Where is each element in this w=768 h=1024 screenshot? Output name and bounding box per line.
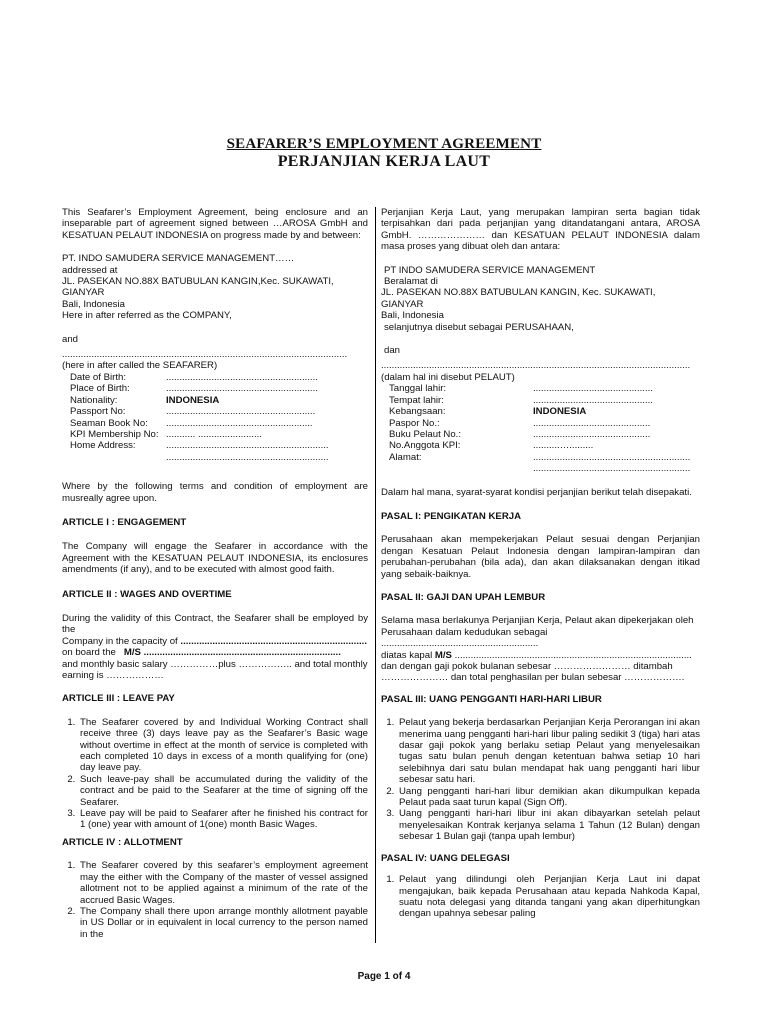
field-value: ........... ........................ bbox=[166, 428, 262, 440]
vessel-dotline: .......................................................................... bbox=[143, 647, 341, 659]
list-item: 2. The Company shall there upon arrange monthly allotment payable in US Dollar or in equivalent in local currency to the person named in the bbox=[78, 906, 368, 940]
onboard-label: diatas kapal bbox=[381, 649, 433, 661]
vessel-prefix: M/S bbox=[123, 647, 141, 659]
list-item: 1. The Seafarer covered by this seafarer’s employment agreement may the either with the Company of the master of vessel assigned allotment not to be applied against a minimum of the rate of the accrued Basic Wages. bbox=[78, 860, 368, 906]
capacity-label: Company in the capacity of bbox=[62, 635, 178, 647]
article-2-line5: ………………… dan total penghasilan per bulan sebesar ………………. bbox=[381, 672, 685, 684]
article-3-heading: ARTICLE III : LEAVE PAY bbox=[62, 693, 175, 705]
field-row bbox=[389, 418, 700, 429]
vessel-prefix: M/S bbox=[434, 649, 452, 661]
article-4-heading: PASAL IV: UANG DELEGASI bbox=[381, 852, 510, 864]
article-2-line3 bbox=[381, 650, 700, 661]
article-2-line4: and monthly basic salary ……………plus …………….. and total monthly bbox=[62, 658, 368, 670]
field-value: ........................................................... bbox=[533, 451, 691, 463]
company-address-line1: JL. PASEKAN NO.88X BATUBULAN KANGIN,Kec. SUKAWATI, GIANYAR bbox=[62, 276, 334, 299]
field-row bbox=[70, 452, 368, 463]
field-row bbox=[70, 429, 368, 440]
article-2-line1: Selama masa berlakunya Perjanjian Kerja, Pelaut akan dipekerjakan oleh bbox=[381, 615, 694, 627]
field-label: Date of Birth: bbox=[70, 371, 126, 383]
list-item: 2. Uang pengganti hari-hari libur demikian akan dikumpulkan kepada Pelaut pada saat turun kapal (Sign Off). bbox=[397, 786, 700, 809]
company-name: PT INDO SAMUDERA SERVICE MANAGEMENT bbox=[384, 264, 596, 276]
document-title-english: SEAFARER’S EMPLOYMENT AGREEMENT bbox=[226, 136, 542, 152]
intro-paragraph: Perjanjian Kerja Laut, yang merupakan lampiran serta bagian tidak terpisahkan dari pada perjanjian yang ditandatangani antara, AROSA GmbH. ………………… dan KESATUAN PELAUT INDONESIA dalam masa proses yang dibuat oleh dan antara: bbox=[381, 207, 700, 253]
list-item: 1. Pelaut yang dilindungi oleh Perjanjian Kerja Laut ini dapat mengajukan, baik kepada Perusahaan atau kepada Nahkoda Kapal, suatu nota delegasi yang ditanda tangani yang akan diperhitungkan dengan upahnya sebesar paling bbox=[397, 874, 700, 920]
company-address-line2: Bali, Indonesia bbox=[381, 310, 444, 322]
article-1-heading: PASAL I: PENGIKATAN KERJA bbox=[381, 510, 522, 522]
field-row bbox=[389, 452, 700, 463]
seafarer-reference: (here in after called the SEAFARER) bbox=[62, 360, 218, 372]
field-row bbox=[389, 383, 700, 394]
article-1-body: The Company will engage the Seafarer in accordance with the Agreement with the KESATUAN PELAUT INDONESIA, its enclosures amendments (if any), and to be executed with almost good faith. bbox=[62, 541, 368, 576]
seafarer-fields bbox=[381, 383, 700, 474]
company-reference: Here in after referred as the COMPANY, bbox=[62, 310, 232, 322]
field-row bbox=[389, 429, 700, 440]
article-3-list bbox=[62, 717, 368, 831]
article-2-line4: dan dengan gaji pokok bulanan sebesar …………………… ditambah bbox=[381, 661, 673, 672]
seafarer-fields bbox=[62, 372, 368, 463]
field-label: Tanggal lahir: bbox=[389, 383, 447, 395]
field-value: ............................................ bbox=[533, 417, 651, 429]
article-4-list bbox=[62, 860, 368, 940]
whereby-paragraph: Dalam hal mana, syarat-syarat kondisi perjanjian berikut telah disepakati. bbox=[381, 486, 692, 498]
field-label: Home Address: bbox=[70, 440, 136, 452]
company-addressed-label: Beralamat di bbox=[384, 276, 438, 288]
vessel-dotline: ......................................................................................... bbox=[454, 649, 692, 661]
article-1-heading: ARTICLE I : ENGAGEMENT bbox=[62, 516, 187, 528]
article-2-line5: earning is ……………… bbox=[62, 670, 164, 681]
field-label: Alamat: bbox=[389, 451, 422, 463]
field-label: Seaman Book No: bbox=[70, 417, 148, 429]
indonesian-column bbox=[381, 207, 700, 920]
home-address-line2: ........................................................... bbox=[533, 463, 691, 475]
field-row bbox=[70, 440, 368, 451]
field-label: No.Anggota KPI: bbox=[389, 440, 461, 452]
field-label: Paspor No.: bbox=[389, 417, 440, 429]
article-2-line2 bbox=[62, 636, 368, 647]
article-2-line3 bbox=[62, 647, 368, 658]
list-item: 2. Such leave-pay shall be accumulated during the validity of the contract and be paid to the Seafarer at the time of signing off the Seafarer. bbox=[78, 774, 368, 808]
list-item: 3. Uang pengganti hari-hari libur ini akan dibayarkan setelah pelaut menyelesaikan Kontrak kerjanya selama 1 Tahun (12 Bulan) dengan sebesar 1 Bulan gaji (tanpa upah lembur) bbox=[397, 808, 700, 842]
field-value: ............................................................. bbox=[166, 440, 329, 452]
company-address-line1: JL. PASEKAN NO.88X BATUBULAN KANGIN, Kec. SUKAWATI, GIANYAR bbox=[381, 287, 656, 310]
field-label: Nationality: bbox=[70, 394, 118, 406]
field-value: ..........…......... bbox=[533, 440, 594, 452]
home-address-line2: ............................................................. bbox=[166, 451, 329, 463]
field-label: Place of Birth: bbox=[70, 383, 130, 395]
article-3-heading: PASAL III: UANG PENGGANTI HARI-HARI LIBUR bbox=[381, 693, 602, 705]
field-row bbox=[70, 395, 368, 406]
field-value: INDONESIA bbox=[166, 394, 220, 406]
list-item: 3. Leave pay will be paid to Seafarer after he finished his contract for 1 (one) year with amount of 1(one) month Basic Wages. bbox=[78, 808, 368, 831]
article-4-heading: ARTICLE IV : ALLOTMENT bbox=[62, 836, 183, 848]
field-value: ............................................ bbox=[533, 428, 651, 440]
field-row bbox=[389, 463, 700, 474]
article-2-line2: Perusahaan dalam kedudukan sebagai ........................................................... bbox=[381, 626, 548, 650]
field-value: ......................................................... bbox=[166, 371, 318, 383]
field-value: ............................................. bbox=[533, 383, 653, 395]
field-label: Kebangsaan: bbox=[389, 406, 446, 418]
onboard-label: on board the bbox=[62, 647, 116, 659]
list-item: 1. Pelaut yang bekerja berdasarkan Perjanjian Kerja Perorangan ini akan menerima uang pengganti hari-hari libur paling sedikit 3 (tiga) hari atas dasar gaji pokok yang berlaku setiap Pelaut yang menyelesaikan tugas satu bulan penuh dengan ketentuan bahwa setiap 10 hari selebihnya dari satu bulan mendapat hak uang pengganti hari libur sebesar satu hari. bbox=[397, 717, 700, 785]
field-value: ....................................................... bbox=[166, 417, 313, 429]
company-addressed-label: addressed at bbox=[62, 264, 118, 276]
field-value: ......................................................... bbox=[166, 383, 318, 395]
field-row bbox=[70, 383, 368, 394]
field-row bbox=[70, 418, 368, 429]
field-row bbox=[70, 372, 368, 383]
field-value: ............................................. bbox=[533, 394, 653, 406]
field-value: ........................................................ bbox=[166, 406, 316, 418]
field-label: KPI Membership No: bbox=[70, 428, 159, 440]
seafarer-reference: (dalam hal ini disebut PELAUT) bbox=[381, 371, 515, 383]
and-text: and bbox=[62, 333, 79, 345]
seafarer-name-dotline: .................................................................................................................... bbox=[381, 360, 691, 372]
seafarer-name-dotline: ........................................................................................................... bbox=[62, 349, 348, 361]
english-column bbox=[62, 207, 368, 940]
article-2-heading: ARTICLE II : WAGES AND OVERTIME bbox=[62, 588, 232, 600]
page-number: Page 1 of 4 bbox=[357, 971, 411, 982]
field-row bbox=[389, 440, 700, 451]
capacity-dotline: ...................................................................... bbox=[180, 635, 367, 647]
whereby-paragraph: Where by the following terms and condition of employment are musreally agree upon. bbox=[62, 481, 368, 504]
company-reference: selanjutnya disebut sebagai PERUSAHAAN, bbox=[384, 321, 574, 333]
document-title-indonesian: PERJANJIAN KERJA LAUT bbox=[277, 153, 491, 170]
field-row bbox=[389, 395, 700, 406]
field-value: INDONESIA bbox=[533, 406, 587, 418]
intro-paragraph: This Seafarer’s Employment Agreement, being enclosure and an inseparable part of agreement signed between …AROSA GmbH and KESATUAN PELAUT INDONESIA on progress made by and between: bbox=[62, 207, 368, 241]
field-row bbox=[389, 406, 700, 417]
article-2-heading: PASAL II: GAJI DAN UPAH LEMBUR bbox=[381, 591, 546, 603]
list-item: 1. The Seafarer covered by and Individual Working Contract shall receive three (3) days leave pay as the Seafarer’s Basic wage without overtime in effect at the month of service is completed with each completed 10 days in excess of a month qualifying for (one) day leave pay. bbox=[78, 717, 368, 774]
field-label: Tempat lahir: bbox=[389, 394, 444, 406]
column-divider bbox=[375, 207, 376, 943]
company-address-line2: Bali, Indonesia bbox=[62, 298, 125, 310]
article-4-list bbox=[381, 874, 700, 920]
field-label: Passport No: bbox=[70, 406, 126, 418]
article-3-list bbox=[381, 717, 700, 842]
company-name: PT. INDO SAMUDERA SERVICE MANAGEMENT…… bbox=[62, 253, 295, 265]
and-text: dan bbox=[384, 345, 401, 357]
field-row bbox=[70, 406, 368, 417]
article-1-body: Perusahaan akan mempekerjakan Pelaut sesuai dengan Perjanjian dengan Kesatuan Pelaut Indonesia dengan lampiran-lampiran dan perubahan-perubahan (bila ada), dan akan dilaksanakan dengan itikad yang sebaik-baiknya. bbox=[381, 534, 700, 580]
article-2-line1: During the validity of this Contract, the Seafarer shall be employed by the bbox=[62, 612, 368, 636]
field-label: Buku Pelaut No.: bbox=[389, 428, 461, 440]
